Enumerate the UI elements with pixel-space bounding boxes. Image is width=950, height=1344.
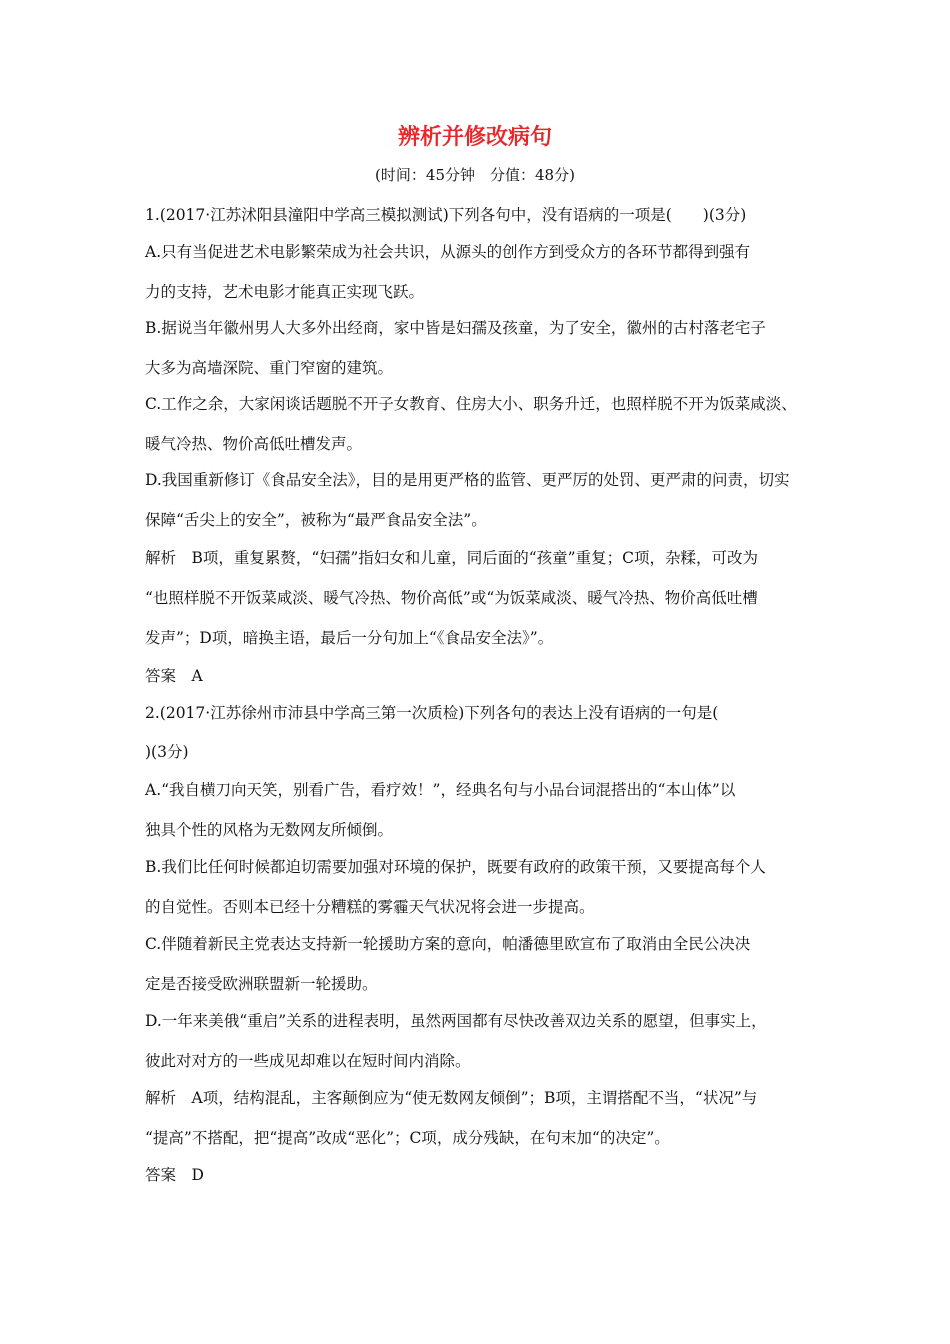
question-1-option-a-cont: 力的支持，艺术电影才能真正实现飞跃。 <box>145 283 425 301</box>
question-1-analysis-cont-2: 发声”；D项，暗换主语，最后一分句加上“《食品安全法》”。 <box>145 629 554 647</box>
question-2-option-b: B.我们比任何时候都迫切需要加强对环境的保护，既要有政府的政策干预，又要提高每个人 <box>145 858 766 876</box>
question-2-option-c-cont: 定是否接受欧洲联盟新一轮援助。 <box>145 975 378 993</box>
question-1-option-b-cont: 大多为高墙深院、重门窄窗的建筑。 <box>145 359 394 377</box>
question-2-option-d: D.一年来美俄“重启”关系的进程表明，虽然两国都有尽快改善双边关系的愿望，但事实上， <box>145 1012 767 1030</box>
question-1-option-c: C.工作之余，大家闲谈话题脱不开子女教育、住房大小、职务升迁，也照样脱不开为饭菜咸淡、 <box>145 395 797 413</box>
question-2-option-b-cont: 的自觉性。否则本已经十分糟糕的雾霾天气状况将会进一步提高。 <box>145 898 595 916</box>
question-1-option-c-cont: 暖气冷热、物价高低吐槽发声。 <box>145 435 363 453</box>
question-1-analysis: 解析 B项，重复累赘，“妇孺”指妇女和儿童，同后面的“孩童”重复；C项，杂糅，可改为 <box>145 549 758 567</box>
question-2-option-a: A.“我自横刀向天笑，别看广告，看疗效！”，经典名句与小品台词混搭出的“本山体”以 <box>145 781 736 799</box>
question-1-option-a: A.只有当促进艺术电影繁荣成为社会共识，从源头的创作方到受众方的各环节都得到强有 <box>145 243 751 261</box>
question-2-option-d-cont: 彼此对对方的一些成见却难以在短时间内消除。 <box>145 1052 471 1070</box>
question-1-stem: 1.(2017·江苏沭阳县潼阳中学高三模拟测试)下列各句中，没有语病的一项是( )(3分) <box>145 206 747 224</box>
question-2-option-c: C.伴随着新民主党表达支持新一轮援助方案的意向，帕潘德里欧宣布了取消由全民公决决 <box>145 935 751 953</box>
question-1-answer: 答案 A <box>145 667 203 685</box>
page-title: 辨析并修改病句 <box>397 125 552 150</box>
question-2-option-a-cont: 独具个性的风格为无数网友所倾倒。 <box>145 821 394 839</box>
question-2-analysis: 解析 A项，结构混乱，主客颠倒应为“使无数网友倾倒”；B项，主谓搭配不当，“状况”与 <box>145 1089 758 1107</box>
question-1-option-d-cont: 保障“舌尖上的安全”，被称为“最严食品安全法”。 <box>145 511 487 529</box>
exam-meta: (时间：45分钟 分值：48分) <box>375 166 575 184</box>
question-1-option-b: B.据说当年徽州男人大多外出经商，家中皆是妇孺及孩童，为了安全，徽州的古村落老宅子 <box>145 319 766 337</box>
question-2-stem: 2.(2017·江苏徐州市沛县中学高三第一次质检)下列各句的表达上没有语病的一句是( <box>145 704 719 722</box>
question-1-analysis-cont: “也照样脱不开饭菜咸淡、暖气冷热、物价高低”或“为饭菜咸淡、暖气冷热、物价高低吐槽 <box>145 589 758 607</box>
question-2-stem-cont: )(3分) <box>145 743 189 761</box>
question-2-analysis-cont: “提高”不搭配，把“提高”改成“恶化”；C项，成分残缺，在句末加“的决定”。 <box>145 1129 670 1147</box>
question-2-answer: 答案 D <box>145 1166 204 1184</box>
question-1-option-d: D.我国重新修订《食品安全法》，目的是用更严格的监管、更严厉的处罚、更严肃的问责，切实 <box>145 471 790 489</box>
